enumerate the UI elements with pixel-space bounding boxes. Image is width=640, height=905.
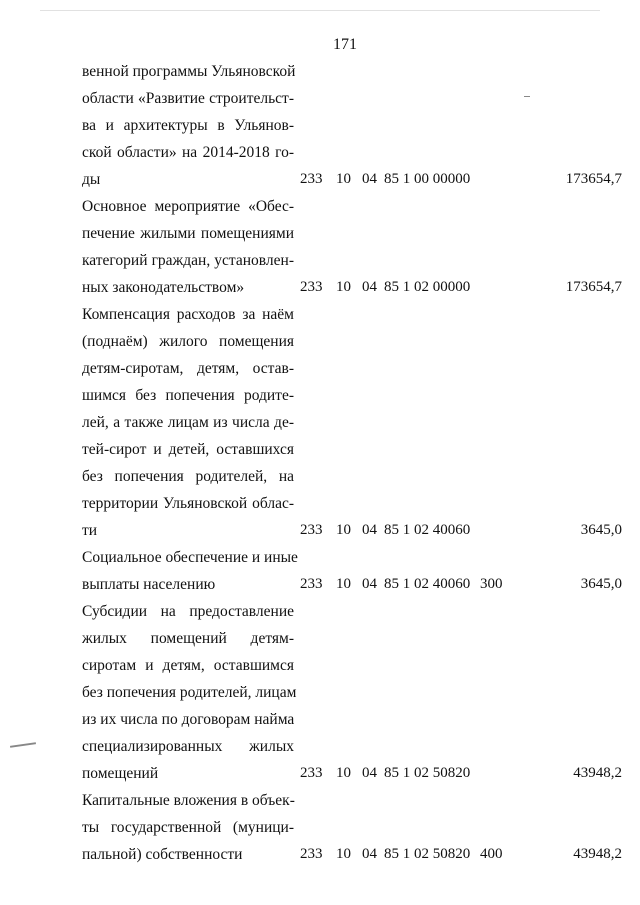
ministry-code: 233 xyxy=(300,522,323,538)
description-line: шимся без попечения родите- xyxy=(82,387,294,404)
target-article-code: 85 1 02 50820 xyxy=(384,846,471,862)
target-article-code: 85 1 02 40060 xyxy=(384,522,471,538)
section-code: 10 xyxy=(336,279,351,295)
ministry-code: 233 xyxy=(300,279,323,295)
description-line: Капитальные вложения в объек- xyxy=(82,792,295,809)
subsection-code: 04 xyxy=(362,765,377,781)
subsection-code: 04 xyxy=(362,171,377,187)
description-line: ской области» на 2014-2018 го- xyxy=(82,144,294,161)
row-description xyxy=(82,58,294,193)
target-article-code: 85 1 02 00000 xyxy=(384,279,471,295)
expense-type-code: 300 xyxy=(480,576,503,592)
description-line: области «Развитие строительст- xyxy=(82,90,294,107)
ministry-code: 233 xyxy=(300,765,323,781)
ministry-code: 233 xyxy=(300,576,323,592)
section-code: 10 xyxy=(336,846,351,862)
row-description xyxy=(82,598,297,787)
table-row xyxy=(82,58,622,193)
row-description xyxy=(82,301,294,544)
description-line: ты государственной (муници- xyxy=(82,819,294,836)
row-codes xyxy=(300,841,622,868)
ministry-code: 233 xyxy=(300,171,323,187)
table-row xyxy=(82,193,622,301)
section-code: 10 xyxy=(336,765,351,781)
description-line: пальной) собственности xyxy=(82,846,243,863)
description-line: Компенсация расходов за наём xyxy=(82,306,294,323)
description-line: ва и архитектуры в Ульянов- xyxy=(82,117,294,134)
amount: 173654,7 xyxy=(565,171,622,187)
description-line: (поднаём) жилого помещения xyxy=(82,333,294,350)
description-line: ды xyxy=(82,171,101,188)
target-article-code: 85 1 00 00000 xyxy=(384,171,471,187)
table-row xyxy=(82,544,622,598)
description-line: помещений xyxy=(82,765,159,782)
row-codes xyxy=(300,517,622,544)
description-line: специализированных жилых xyxy=(82,738,294,755)
row-codes xyxy=(300,274,622,301)
description-line: без попечения родителей, на xyxy=(82,468,294,485)
row-codes xyxy=(300,760,622,787)
table-row xyxy=(82,787,622,868)
row-codes xyxy=(300,571,622,598)
scan-mark xyxy=(10,742,36,748)
description-line: ных законодательством» xyxy=(82,279,245,296)
table-row xyxy=(82,301,622,544)
expense-type-code: 400 xyxy=(480,846,503,862)
subsection-code: 04 xyxy=(362,522,377,538)
amount: 43948,2 xyxy=(573,846,622,862)
subsection-code: 04 xyxy=(362,279,377,295)
description-line: печение жилыми помещениями xyxy=(82,225,294,242)
row-codes xyxy=(300,166,622,193)
subsection-code: 04 xyxy=(362,846,377,862)
target-article-code: 85 1 02 50820 xyxy=(384,765,471,781)
description-line: Основное мероприятие «Обес- xyxy=(82,198,294,215)
amount: 43948,2 xyxy=(573,765,622,781)
row-description xyxy=(82,193,294,301)
description-line: детям-сиротам, детям, остав- xyxy=(82,360,294,377)
row-description xyxy=(82,544,298,598)
scan-mark xyxy=(524,96,530,97)
description-line: венной программы Ульяновской xyxy=(82,63,296,80)
amount: 173654,7 xyxy=(565,279,622,295)
ministry-code: 233 xyxy=(300,846,323,862)
amount: 3645,0 xyxy=(580,576,622,592)
description-line: ти xyxy=(82,522,98,539)
section-code: 10 xyxy=(336,171,351,187)
amount: 3645,0 xyxy=(580,522,622,538)
description-line: территории Ульяновской облас- xyxy=(82,495,294,512)
section-code: 10 xyxy=(336,576,351,592)
subsection-code: 04 xyxy=(362,576,377,592)
description-line: без попечения родителей, лицам xyxy=(82,684,297,701)
page-number: 171 xyxy=(333,36,357,53)
description-line: категорий граждан, установлен- xyxy=(82,252,294,269)
description-line: жилых помещений детям- xyxy=(82,630,294,647)
target-article-code: 85 1 02 40060 xyxy=(384,576,471,592)
row-description xyxy=(82,787,294,868)
description-line: Социальное обеспечение и иные xyxy=(82,549,298,566)
scan-mark xyxy=(40,10,600,11)
description-line: тей-сирот и детей, оставшихся xyxy=(82,441,294,458)
section-code: 10 xyxy=(336,522,351,538)
description-line: лей, а также лицам из числа де- xyxy=(82,414,294,431)
description-line: сиротам и детям, оставшимся xyxy=(82,657,294,674)
table-row xyxy=(82,598,622,787)
description-line: из их числа по договорам найма xyxy=(82,711,295,728)
description-line: Субсидии на предоставление xyxy=(82,603,294,620)
description-line: выплаты населению xyxy=(82,576,216,593)
